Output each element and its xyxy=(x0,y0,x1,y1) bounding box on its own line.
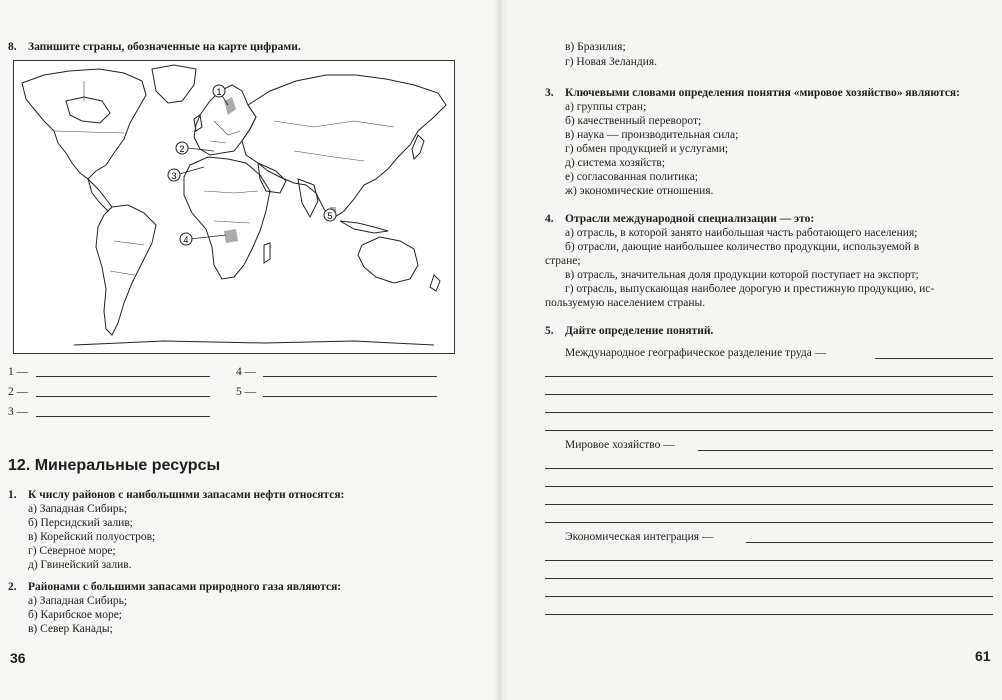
answer-label-4: 4 — xyxy=(236,366,257,378)
q5-term-2: Мировое хозяйство — xyxy=(565,439,675,451)
q5-term-3: Экономическая интеграция — xyxy=(565,531,714,543)
q5-term-1-line-4[interactable] xyxy=(545,412,993,413)
map-marker-3-label: 3 xyxy=(171,171,177,181)
q4-option-d-cont: пользуемую населением страны. xyxy=(545,297,706,309)
q2-number: 2. xyxy=(8,581,17,593)
q3-option-e: д) система хозяйств; xyxy=(565,157,666,169)
answer-line-3[interactable] xyxy=(36,416,210,417)
q5-number: 5. xyxy=(545,325,554,337)
q1-option-c: в) Корейский полуостров; xyxy=(28,531,156,543)
q1-number: 1. xyxy=(8,489,17,501)
q5-term-1: Международное географическое разделение труда — xyxy=(565,347,827,359)
page-number-left: 36 xyxy=(10,650,26,666)
q4-question: Отрасли международной специализации — это: xyxy=(565,213,815,225)
q2-option-a: а) Западная Сибирь; xyxy=(28,595,128,607)
q3-option-b: б) качественный переворот; xyxy=(565,115,702,127)
q4-option-b: б) отрасли, дающие наибольшее количество продукции, используемой в xyxy=(565,241,920,253)
q1-option-b: б) Персидский залив; xyxy=(28,517,133,529)
q5-term-3-line-4[interactable] xyxy=(545,596,993,597)
q5-term-3-line-1[interactable] xyxy=(746,542,993,543)
q5-term-3-line-3[interactable] xyxy=(545,578,993,579)
q5-term-1-line-5[interactable] xyxy=(545,430,993,431)
q4-option-b-cont: стране; xyxy=(545,255,581,267)
q2-question: Районами с большими запасами природного газа являются: xyxy=(28,581,342,593)
q3-question: Ключевыми словами определения понятия «мировое хозяйство» являются: xyxy=(565,87,960,99)
q2-option-d: в) Бразилия; xyxy=(565,41,626,53)
answer-label-2: 2 — xyxy=(8,386,29,398)
q5-term-2-line-3[interactable] xyxy=(545,486,993,487)
q5-term-3-line-5[interactable] xyxy=(545,614,993,615)
section-title: 12. Минеральные ресурсы xyxy=(8,457,221,474)
task8-title: Запишите страны, обозначенные на карте цифрами. xyxy=(28,41,301,53)
q5-term-2-line-5[interactable] xyxy=(545,522,993,523)
q1-question: К числу районов с наибольшими запасами нефти относятся: xyxy=(28,489,345,501)
q4-number: 4. xyxy=(545,213,554,225)
q2-option-b: б) Карибское море; xyxy=(28,609,122,621)
map-marker-5-label: 5 xyxy=(327,211,333,221)
q5-term-2-line-4[interactable] xyxy=(545,504,993,505)
q3-option-f: е) согласованная политика; xyxy=(565,171,698,183)
answer-line-2[interactable] xyxy=(36,396,210,397)
q4-option-a: а) отрасль, в которой занято наибольшая часть работающего населения; xyxy=(565,227,918,239)
q5-term-1-line-3[interactable] xyxy=(545,394,993,395)
answer-label-3: 3 — xyxy=(8,406,29,418)
answer-label-5: 5 — xyxy=(236,386,257,398)
q4-option-c: в) отрасль, значительная доля продукции которой поступает на экспорт; xyxy=(565,269,919,281)
q3-option-d: г) обмен продукцией и услугами; xyxy=(565,143,729,155)
q3-number: 3. xyxy=(545,87,554,99)
q1-option-e: д) Гвинейский залив. xyxy=(28,559,132,571)
q5-term-2-line-2[interactable] xyxy=(545,468,993,469)
q1-option-d: г) Северное море; xyxy=(28,545,116,557)
q1-option-a: а) Западная Сибирь; xyxy=(28,503,128,515)
map-marker-4-label: 4 xyxy=(183,235,189,245)
q4-option-d: г) отрасль, выпускающая наиболее дорогую и престижную продукцию, ис- xyxy=(565,283,935,295)
book-gutter xyxy=(494,0,508,700)
q3-option-c: в) наука — производительная сила; xyxy=(565,129,739,141)
answer-label-1: 1 — xyxy=(8,366,29,378)
map-marker-1-label: 1 xyxy=(216,87,222,97)
q5-question: Дайте определение понятий. xyxy=(565,325,714,337)
q2-option-e: г) Новая Зеландия. xyxy=(565,56,658,68)
q5-term-1-line-2[interactable] xyxy=(545,376,993,377)
q5-term-3-line-2[interactable] xyxy=(545,560,993,561)
right-page xyxy=(500,0,1002,700)
q2-option-c: в) Север Канады; xyxy=(28,623,113,635)
q5-term-1-line-1[interactable] xyxy=(875,358,993,359)
answer-line-4[interactable] xyxy=(263,376,437,377)
left-page xyxy=(0,0,500,700)
q5-term-2-line-1[interactable] xyxy=(698,450,993,451)
answer-line-5[interactable] xyxy=(263,396,437,397)
task8-number: 8. xyxy=(8,41,17,53)
answer-line-1[interactable] xyxy=(36,376,210,377)
q3-option-g: ж) экономические отношения. xyxy=(565,185,714,197)
q3-option-a: а) группы стран; xyxy=(565,101,647,113)
world-map-outline xyxy=(14,61,454,353)
map-marker-2-label: 2 xyxy=(179,144,185,154)
world-map xyxy=(13,60,455,354)
page-number-right: 61 xyxy=(975,648,991,664)
